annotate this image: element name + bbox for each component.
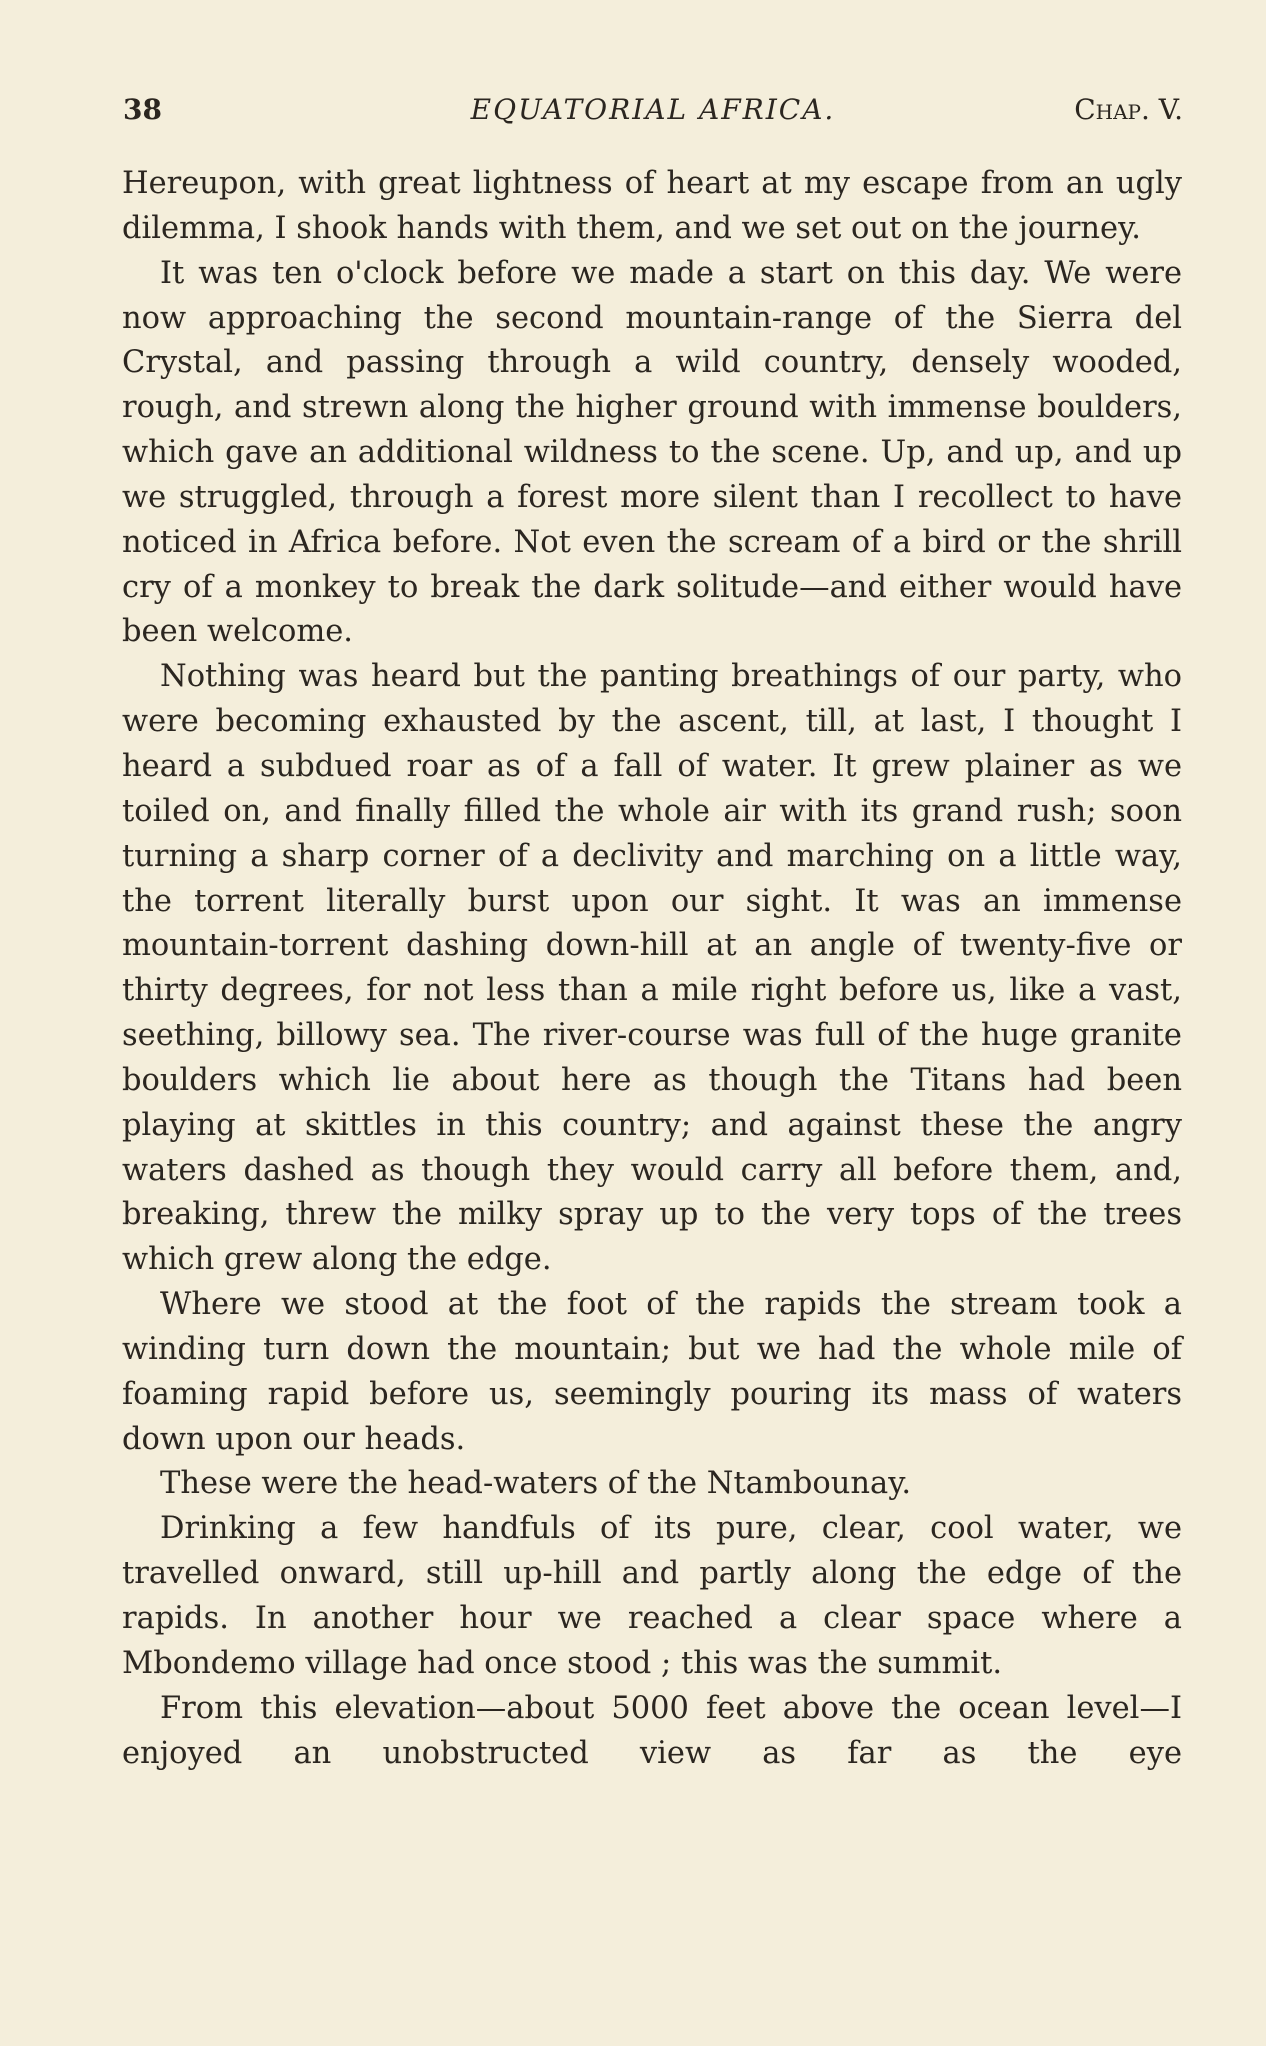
paragraph: These were the head-waters of the Ntambounay. — [160, 1466, 912, 1502]
running-head — [123, 88, 1183, 132]
book-title: EQUATORIAL AFRICA. — [470, 93, 836, 126]
paragraph: From this elevation—about 5000 feet above the ocean level—I enjoyed an unobstructed view as far as the eye — [122, 1690, 1182, 1771]
paragraph: It was ten o'clock before we made a start on this day. We were now approaching the second mountain-range of the Sierra del Crystal, and passing through a wild country, densely wooded, rough, and strewn along the higher ground with immense boulders, which gave an additional wildness to the scene. Up, and up, and up we struggled, through a forest more silent than I recollect to have noticed in Africa before. Not even the scream of a bird or the shrill cry of a monkey to break the dark solitude—and either would have been welcome. — [122, 255, 1182, 650]
paragraph: Drinking a few handfuls of its pure, clear, cool water, we travelled onward, still up-hill and partly along the edge of the rapids. In another hour we reached a clear space where a Mbondemo village had once stood ; this was the summit. — [122, 1511, 1182, 1681]
body-text — [122, 162, 1182, 1776]
paragraph: Hereupon, with great lightness of heart at my escape from an ugly dilemma, I shook hands with them, and we set out on the journey. — [122, 166, 1182, 246]
paragraph: Where we stood at the foot of the rapids the stream took a winding turn down the mountain; but we had the whole mile of foaming rapid before us, seemingly pouring its mass of waters down upon our heads. — [122, 1287, 1182, 1457]
page-number: 38 — [123, 93, 162, 126]
chapter-label: Chap. V. — [1074, 93, 1183, 126]
paragraph: Nothing was heard but the panting breathings of our party, who were becoming exhausted by the ascent, till, at last, I thought I heard a subdued roar as of a fall of water. It grew plainer as we toiled on, and finally filled the whole air with its grand rush; soon turning a sharp corner of a declivity and marching on a little way, the torrent literally burst upon our sight. It was an immense mountain-torrent dashing down-hill at an angle of twenty-five or thirty degrees, for not less than a mile right before us, like a vast, seething, billowy sea. The river-course was full of the huge granite boulders which lie about here as though the Titans had been playing at skittles in this country; and against these the angry waters dashed as though they would carry all before them, and, breaking, threw the milky spray up to the very tops of the trees which grew along the edge. — [122, 659, 1182, 1278]
